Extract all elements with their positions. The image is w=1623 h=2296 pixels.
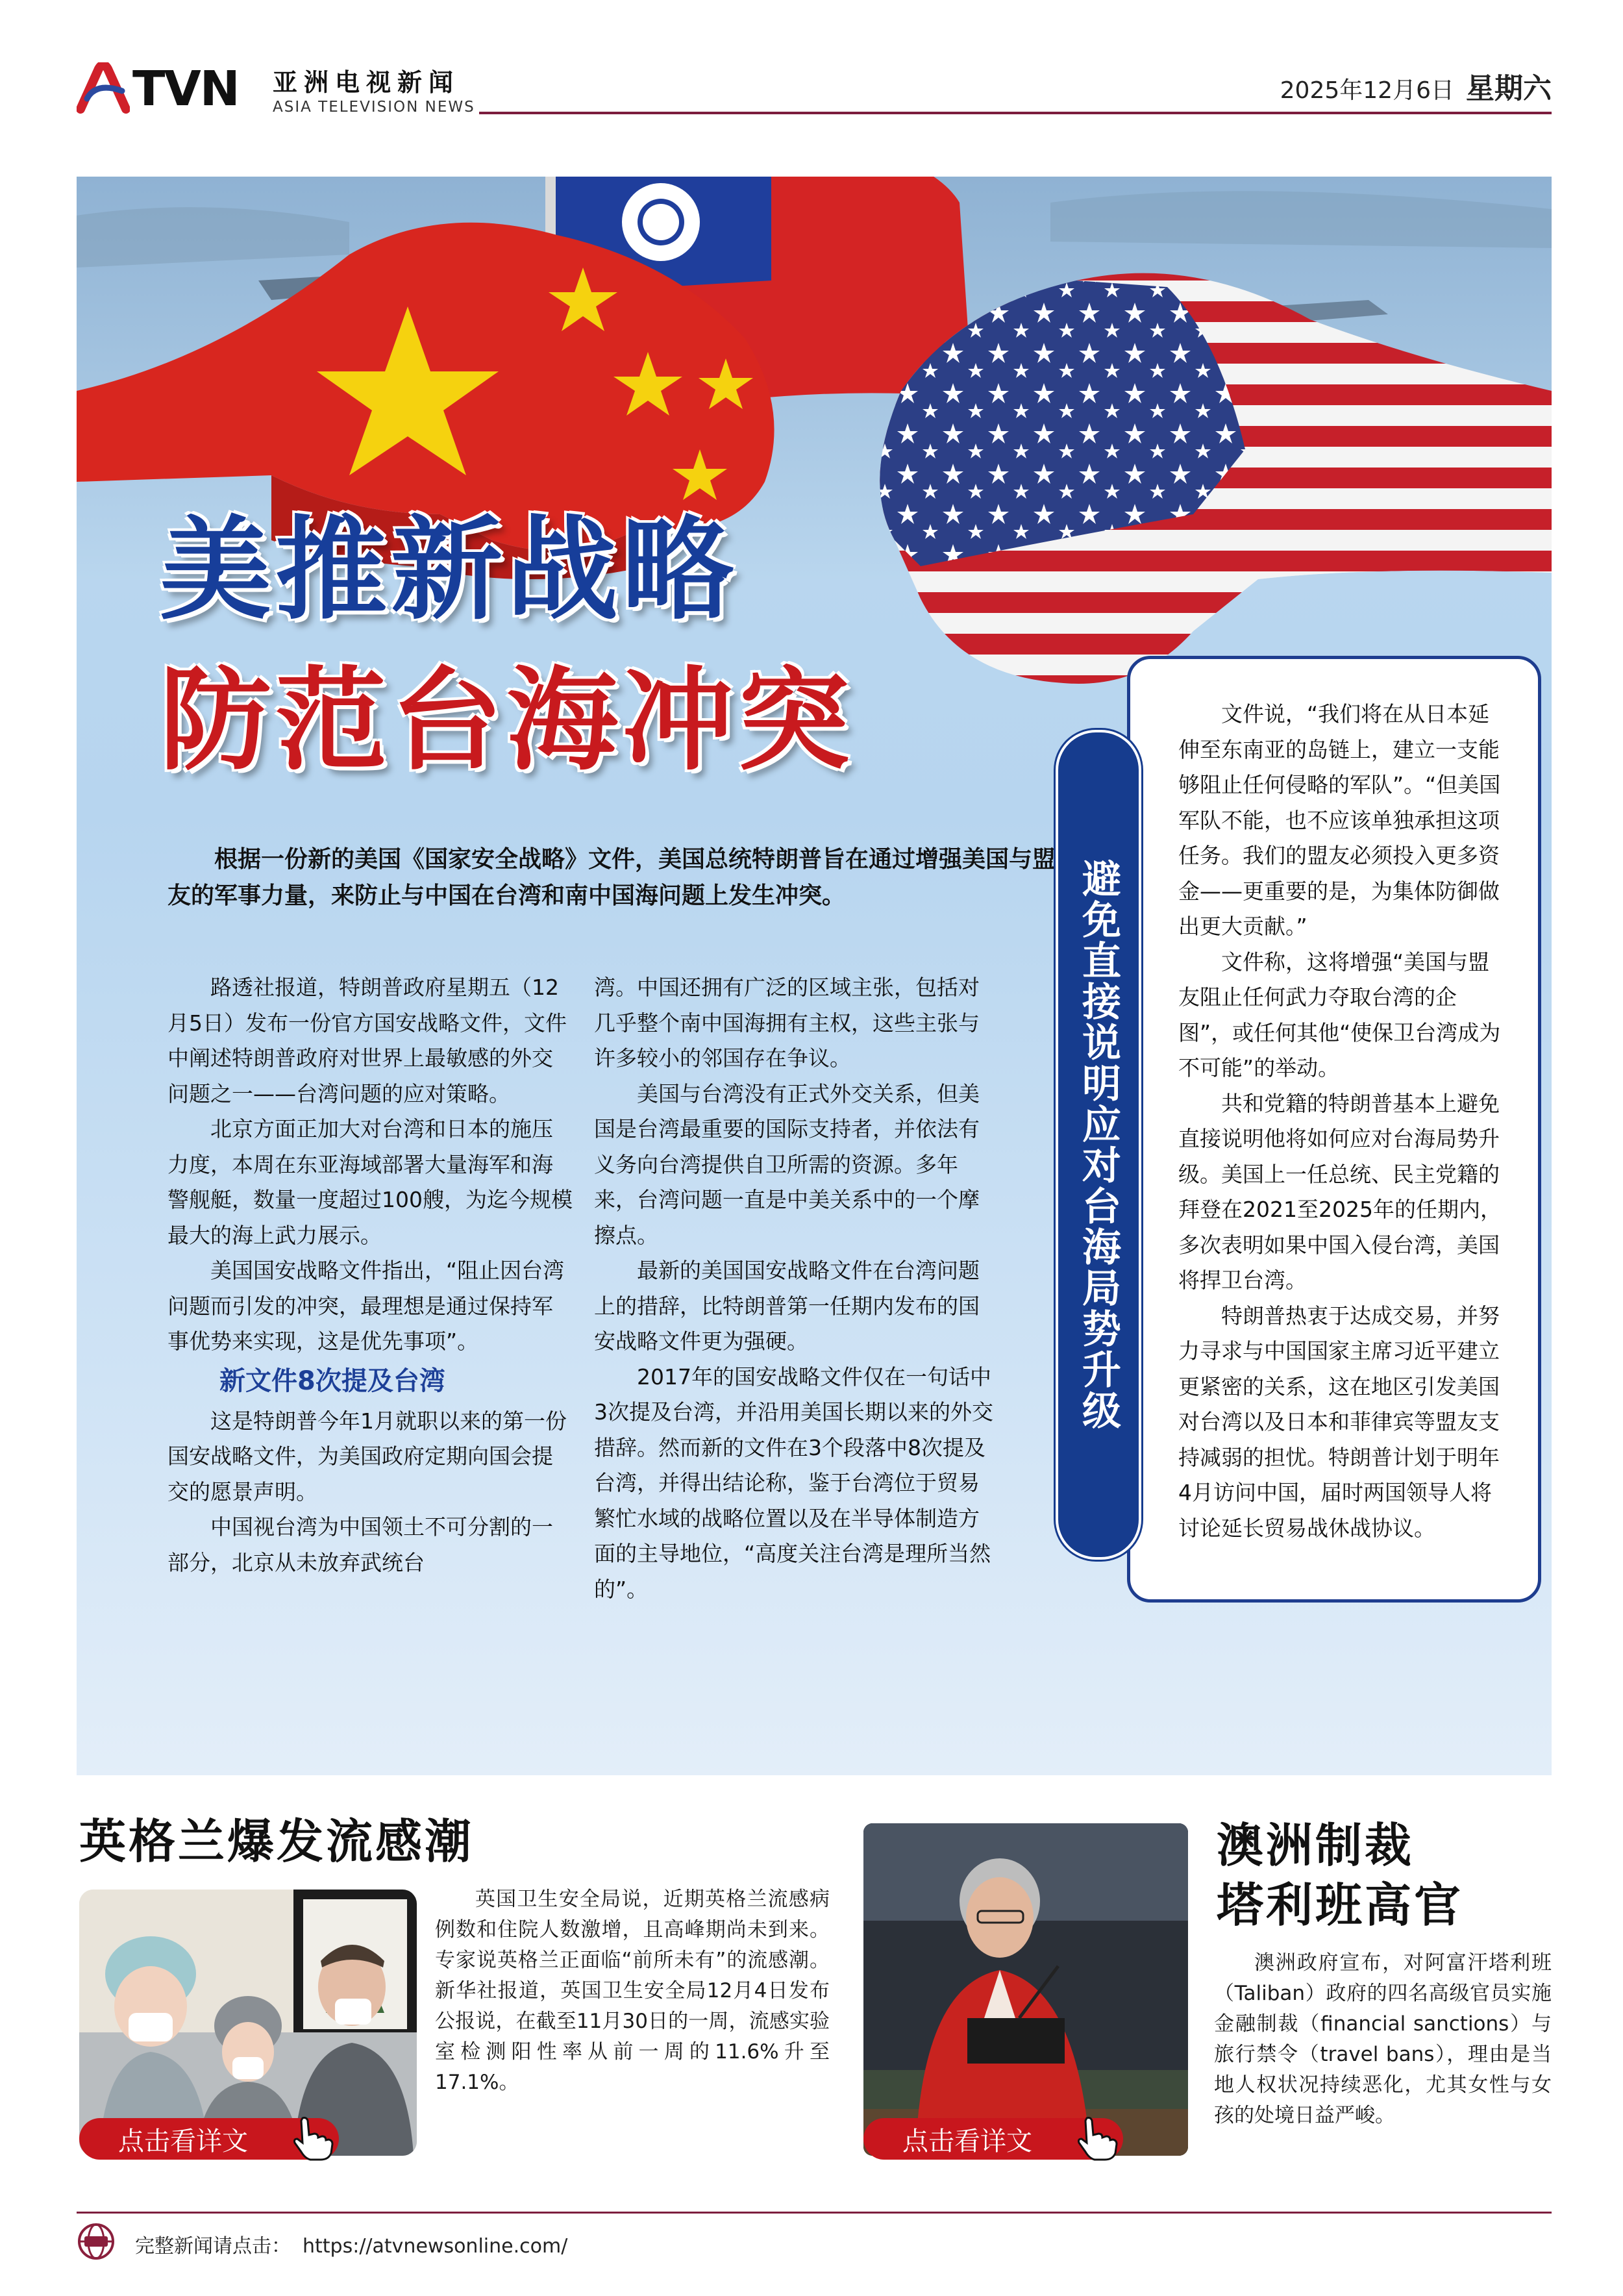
paragraph: 英国卫生安全局说，近期英格兰流感病例数和住院人数激增，且高峰期尚未到来。专家说英格兰正面临“前所未有”的流感潮。新华社报道，英国卫生安全局12月4日发布公报说，在截至11月30日的一周，流感实验室检测阳性率从前一周的11.6%升至17.1%。 xyxy=(435,1888,830,2094)
paragraph: 文件说，“我们将在从日本延伸至东南亚的岛链上，建立一支能够阻止任何侵略的军队”。“但美国军队不能，也不应该单独承担这项任务。我们的盟友必须投入更多资金——更重要的是，为集体防御做出更大贡献。” xyxy=(1178,701,1501,939)
story-text-sanctions xyxy=(1214,1948,1552,2131)
footer-divider xyxy=(77,2212,1552,2214)
story-title-flu[interactable]: 英格兰爆发流感潮 xyxy=(79,1814,475,1869)
speaker-photo-illustration xyxy=(863,1823,1188,2156)
paragraph: 文件称，这将增强“美国与盟友阻止任何武力夺取台湾的企图”，或任何其他“使保卫台湾成为不可能”的举动。 xyxy=(1178,949,1501,1080)
paragraph: 美国国安战略文件指出，“阻止因台湾问题而引发的冲突，最理想是通过保持军事优势来实现，这是优先事项”。 xyxy=(167,1258,565,1354)
weekday-text: 星期六 xyxy=(1466,72,1552,105)
vertical-headline-banner xyxy=(1056,730,1141,1560)
vertical-headline-text: 避免直接说明应对台海局势升级 xyxy=(1076,858,1121,1431)
logo-text: TVN xyxy=(132,61,239,117)
logo-a-icon xyxy=(77,62,130,116)
headline-line-2: 防范台海冲突 xyxy=(160,655,853,786)
flu-photo-illustration xyxy=(79,1890,417,2156)
footer-link-row xyxy=(135,2230,567,2258)
brand-name-cn: 亚洲电视新闻 xyxy=(273,68,460,97)
article-column-1 xyxy=(167,970,573,1580)
globe-icon xyxy=(77,2222,116,2261)
paragraph: 特朗普热衷于达成交易，并努力寻求与中国国家主席习近平建立更紧密的关系，这在地区引发美国对台湾以及日本和菲律宾等盟友支持减弱的担忧。特朗普计划于明年4月访问中国，届时两国领导人将讨论延长贸易战休战协议。 xyxy=(1178,1303,1500,1541)
paragraph: 澳洲政府宣布，对阿富汗塔利班（Taliban）政府的四名高级官员实施金融制裁（financial sanctions）与旅行禁令（travel bans），理由是当地人权状况持续恶化，尤其女性与女孩的处境日益严峻。 xyxy=(1214,1951,1552,2127)
paragraph: 共和党籍的特朗普基本上避免直接说明他将如何应对台海局势升级。美国上一任总统、民主党籍的拜登在2021至2025年的任期内，多次表明如果中国入侵台湾，美国将捍卫台湾。 xyxy=(1178,1090,1502,1293)
story-text-flu xyxy=(435,1884,830,2098)
section-subheading: 新文件8次提及台湾 xyxy=(219,1366,445,1396)
lede-paragraph: 根据一份新的美国《国家安全战略》文件，美国总统特朗普旨在通过增强美国与盟友的军事力量，来防止与中国在台湾和南中国海问题上发生冲突。 xyxy=(167,846,1056,909)
article-column-2 xyxy=(594,970,999,1607)
atvn-logo[interactable] xyxy=(77,60,239,118)
flu-family-photo[interactable] xyxy=(79,1890,417,2156)
footer-url-link[interactable]: https://atvnewsonline.com/ xyxy=(303,2235,568,2258)
headline-line-1: 美推新战略 xyxy=(160,505,737,635)
brand-name-en: ASIA TELEVISION NEWS xyxy=(273,99,475,116)
sanctions-speaker-photo[interactable] xyxy=(863,1823,1188,2156)
paragraph: 2017年的国安战略文件仅在一句话中3次提及台湾，并沿用美国长期以来的外交措辞。然而新的文件在3个段落中8次提及台湾，并得出结论称，鉴于台湾位于贸易繁忙水域的战略位置以及在半导体制造方面的主导地位，“高度关注台湾是理所当然的”。 xyxy=(594,1364,993,1602)
issue-date xyxy=(1280,65,1552,106)
story-title-sanctions[interactable] xyxy=(1217,1816,1463,1935)
paragraph: 中国视台湾为中国领土不可分割的一部分，北京从未放弃武统台 xyxy=(167,1514,553,1575)
read-more-label: 点击看详文 xyxy=(118,2126,248,2156)
footer-label: 完整新闻请点击： xyxy=(135,2235,291,2258)
article-sidebox xyxy=(1127,656,1541,1603)
paragraph: 美国与台湾没有正式外交关系，但美国是台湾最重要的国际支持者，并依法有义务向台湾提供自卫所需的资源。多年来，台湾问题一直是中美关系中的一个摩擦点。 xyxy=(594,1080,980,1248)
read-more-label: 点击看详文 xyxy=(902,2126,1032,2156)
title-line-1: 澳洲制裁 xyxy=(1217,1818,1415,1873)
pointing-hand-icon xyxy=(290,2115,335,2161)
paragraph: 湾。中国还拥有广泛的区域主张，包括对几乎整个南中国海拥有主权，这些主张与许多较小的邻国存在争议。 xyxy=(594,975,980,1071)
title-line-2: 塔利班高官 xyxy=(1217,1878,1464,1932)
paragraph: 最新的美国国安战略文件在台湾问题上的措辞，比特朗普第一任期内发布的国安战略文件更为强硬。 xyxy=(594,1258,980,1354)
paragraph: 路透社报道，特朗普政府星期五（12月5日）发布一份官方国安战略文件，文件中阐述特朗普政府对世界上最敏感的外交问题之一——台湾问题的应对策略。 xyxy=(167,975,567,1106)
pointing-hand-icon xyxy=(1074,2115,1119,2161)
paragraph: 这是特朗普今年1月就职以来的第一份国安战略文件，为美国政府定期向国会提交的愿景声明。 xyxy=(167,1408,567,1504)
date-text: 2025年12月6日 xyxy=(1280,77,1454,104)
header-divider xyxy=(479,112,1552,114)
paragraph: 北京方面正加大对台湾和日本的施压力度，本周在东亚海域部署大量海军和海警舰艇，数量一度超过100艘，为迄今规模最大的海上武力展示。 xyxy=(167,1116,573,1248)
